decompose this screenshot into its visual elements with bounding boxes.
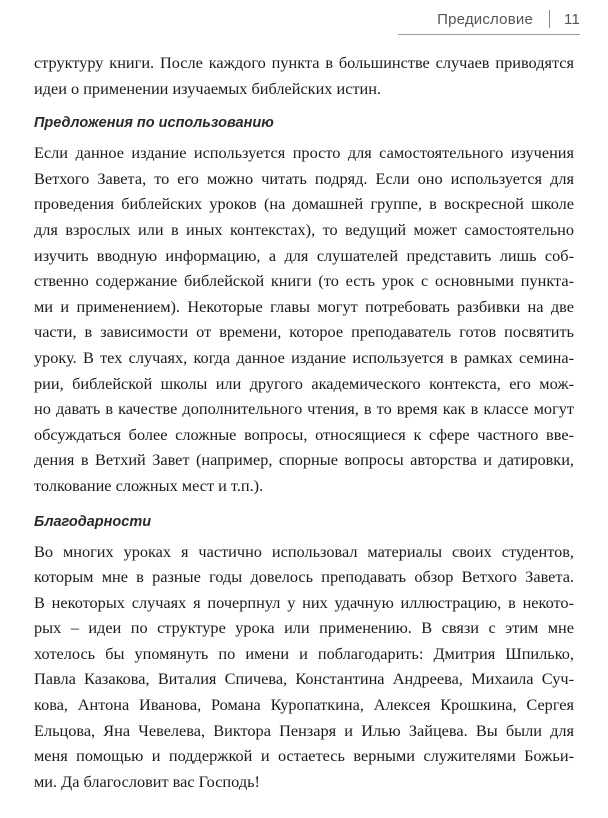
- text-line: которым мне в разные годы довелось преподавать обзор Ветхого Завета.: [34, 567, 574, 587]
- section-title: Предисловие: [437, 10, 534, 28]
- text-line: Ельцова, Яна Чевелева, Виктора Пензаря и Илью Зайцева. Вы были для: [34, 720, 574, 740]
- paragraph-continuation: [34, 50, 574, 101]
- text-line: дения в Ветхий Завет (например, спорные вопросы авторства и датировки,: [34, 450, 574, 470]
- section-heading-acknowledgements: Благодарности: [34, 513, 152, 530]
- text-line: ми. Да благословит вас Господь!: [34, 771, 260, 791]
- text-line: проведения библейских уроков (на домашней группе, в воскресной школе: [34, 194, 574, 214]
- text-line: структуру книги. После каждого пункта в большинстве случаев приводятся: [34, 53, 574, 72]
- text-line: идеи о применении изучаемых библейских истин.: [34, 78, 382, 98]
- text-line: уроку. В тех случаях, когда данное издание используется в рамках семина-: [34, 347, 574, 367]
- page-number: 11: [564, 10, 580, 28]
- text-line: Во многих уроках я частично использовал материалы своих студентов,: [34, 541, 574, 561]
- header-separator: [549, 10, 550, 28]
- running-header: [437, 10, 580, 28]
- text-line: обсуждаться более сложные вопросы, относящиеся к сфере частного вве-: [34, 424, 574, 444]
- text-line: толкование сложных мест и т.п.).: [34, 475, 264, 495]
- paragraph-usage: [34, 140, 574, 498]
- text-line: части, в зависимости от времени, которое преподаватель готов посвятить: [34, 322, 574, 342]
- text-line: Ветхого Завета, то его можно читать подряд. Если оно используется для: [34, 168, 574, 188]
- text-line: для взрослых или в иных контекстах), то ведущий может самостоятельно: [34, 219, 574, 239]
- text-line: Павла Казакова, Виталия Спичева, Константина Андреева, Михаила Суч-: [34, 669, 574, 689]
- text-line: Если данное издание используется просто для самостоятельного изучения: [34, 143, 574, 163]
- text-line: кова, Антона Иванова, Романа Куропаткина, Алексея Крошкина, Сергея: [34, 695, 574, 715]
- text-line: но давать в качестве дополнительного чтения, в то время как в классе могут: [34, 399, 574, 419]
- text-line: ственно содержание библейской книги (то есть урок с основными пункта-: [34, 271, 574, 291]
- text-line: ми и применением). Некоторые главы могут потребовать разбивки на две: [34, 296, 574, 316]
- text-line: В некоторых случаях я почерпнул у них удачную иллюстрацию, в некото-: [34, 592, 574, 612]
- section-heading-usage: Предложения по использованию: [34, 115, 274, 132]
- text-line: хотелось бы упомянуть по имени и поблагодарить: Дмитрия Шпилько,: [34, 643, 574, 663]
- header-rule: [398, 34, 580, 35]
- page-body: [34, 50, 574, 794]
- text-line: меня помощью и поддержкой и остаетесь верными служителями Божьи-: [34, 746, 574, 766]
- paragraph-acknowledgements: [34, 539, 574, 795]
- text-line: рых – идеи по структуре урока или применению. В связи с этим мне: [34, 618, 574, 638]
- text-line: изучить вводную информацию, а для слушателей представить лишь соб-: [34, 245, 574, 265]
- text-line: рии, библейской школы или другого академического контекста, его мож-: [34, 373, 574, 393]
